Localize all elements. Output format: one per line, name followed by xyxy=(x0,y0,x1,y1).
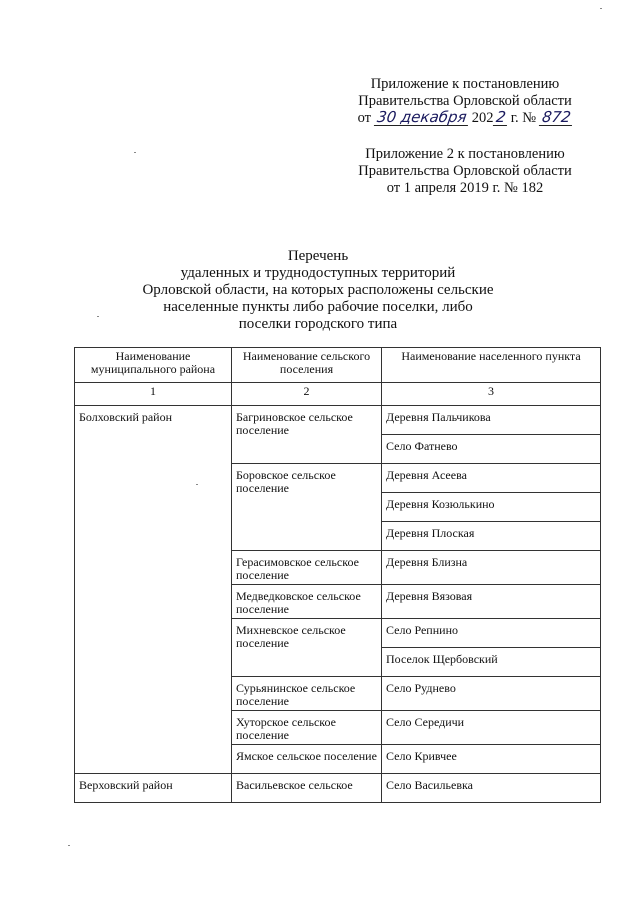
settlement-cell: Багриновское сельское поселение xyxy=(232,406,382,464)
locality-cell: Село Репнино xyxy=(382,619,601,648)
settlement-cell: Хуторское сельское поселение xyxy=(232,711,382,745)
district-cell: Верховский район xyxy=(75,774,232,803)
scan-speck xyxy=(600,8,602,9)
header-locality: Наименование населенного пункта xyxy=(382,348,601,383)
appendix-header xyxy=(330,76,600,127)
column-number: 1 xyxy=(75,383,232,406)
appendix-line-1: Приложение к постановлению xyxy=(370,76,560,92)
appendix-2-line-2: Правительства Орловской области xyxy=(358,163,572,179)
locality-cell: Село Васильевка xyxy=(382,774,601,803)
title-line-2: удаленных и труднодоступных территорий xyxy=(180,265,456,281)
scan-speck xyxy=(134,152,136,153)
settlement-cell: Васильевское сельское xyxy=(232,774,382,803)
settlement-cell: Сурьянинское сельское поселение xyxy=(232,677,382,711)
header-settlement: Наименование сельского поселения xyxy=(232,348,382,383)
district-cell: Болховский район xyxy=(75,406,232,774)
table-header-row xyxy=(75,348,601,383)
header-district: Наименование муниципального района xyxy=(75,348,232,383)
appendix-2-header xyxy=(330,146,600,197)
title-line-1: Перечень xyxy=(287,248,349,264)
number-prefix: г. № xyxy=(510,110,537,126)
settlement-cell: Боровское сельское поселение xyxy=(232,464,382,551)
title-line-4: населенные пункты либо рабочие поселки, либо xyxy=(163,299,473,315)
handwritten-year: 2 xyxy=(494,108,507,126)
date-prefix: от xyxy=(357,110,372,126)
locality-cell: Деревня Плоская xyxy=(382,522,601,551)
column-number: 3 xyxy=(382,383,601,406)
title-line-5: поселки городского типа xyxy=(238,316,398,332)
year-prefix: 202 xyxy=(471,110,494,126)
document-title xyxy=(118,248,518,333)
locality-cell: Село Кривчее xyxy=(382,745,601,774)
locality-cell: Село Руднево xyxy=(382,677,601,711)
settlement-cell: Герасимовское сельское поселение xyxy=(232,551,382,585)
scan-speck xyxy=(97,316,99,317)
handwritten-date: 30 декабря xyxy=(375,108,468,126)
locality-cell: Деревня Асеева xyxy=(382,464,601,493)
scan-speck xyxy=(196,484,198,485)
locality-cell: Деревня Вязовая xyxy=(382,585,601,619)
appendix-date-line xyxy=(330,110,600,127)
locality-cell: Деревня Близна xyxy=(382,551,601,585)
appendix-line-2: Правительства Орловской области xyxy=(358,93,572,109)
appendix-2-line-3: от 1 апреля 2019 г. № 182 xyxy=(386,180,544,196)
scan-speck xyxy=(68,845,70,846)
table-number-row xyxy=(75,383,601,406)
settlement-cell: Медведковское сельское поселение xyxy=(232,585,382,619)
appendix-2-line-1: Приложение 2 к постановлению xyxy=(365,146,565,162)
table-row xyxy=(75,406,601,435)
locality-cell: Поселок Щербовский xyxy=(382,648,601,677)
table-row xyxy=(75,774,601,803)
territories-table xyxy=(74,347,601,803)
locality-cell: Деревня Пальчикова xyxy=(382,406,601,435)
column-number: 2 xyxy=(232,383,382,406)
handwritten-number: 872 xyxy=(540,108,572,126)
locality-cell: Село Фатнево xyxy=(382,435,601,464)
settlement-cell: Ямское сельское поселение xyxy=(232,745,382,774)
locality-cell: Село Середичи xyxy=(382,711,601,745)
settlement-cell: Михневское сельское поселение xyxy=(232,619,382,677)
title-line-3: Орловской области, на которых расположены сельские xyxy=(142,282,494,298)
locality-cell: Деревня Козюлькино xyxy=(382,493,601,522)
